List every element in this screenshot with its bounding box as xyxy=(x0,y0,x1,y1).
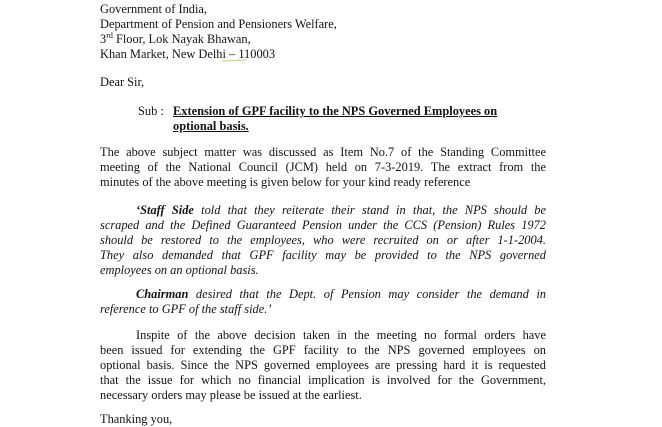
staff-side-line-2: scraped and the Defined Guaranteed Pension under the CCS (Pension) Rules 1972 xyxy=(100,218,546,232)
chairman-line-2: reference to GPF of the staff side.’ xyxy=(100,302,272,316)
chairman-name: Chairman xyxy=(136,287,189,301)
closing-partial: Thanking you, xyxy=(100,412,173,426)
para2-line-5: necessary orders may please be issued at the earliest. xyxy=(100,388,362,402)
para1-line-2: meeting of the National Council (JCM) held on 7-3-2019. The extract from the xyxy=(100,160,546,174)
chairman-line-1: Chairman desired that the Dept. of Pension may consider the demand in xyxy=(136,287,546,301)
address-line-4: Khan Market, New Delhi – 110003 xyxy=(100,47,276,61)
staff-side-name: ‘Staff Side xyxy=(136,203,194,217)
salutation: Dear Sir, xyxy=(100,75,145,89)
subject-line-1: Extension of GPF facility to the NPS Governed Employees on xyxy=(173,104,498,118)
address-line-3: 3rd Floor, Lok Nayak Bhawan, xyxy=(100,30,251,46)
staff-side-line-1: ‘Staff Side told that they reiterate their stand in that, the NPS should be xyxy=(136,203,546,217)
para2-line-3: optional basis. Since the NPS governed employees are pressing hard it is requested xyxy=(100,358,546,372)
para1-line-3: minutes of the above meeting is given below for your kind ready reference xyxy=(100,175,471,189)
para1-line-1: The above subject matter was discussed as Item No.7 of the Standing Committee xyxy=(100,145,546,159)
address-line-1: Government of India, xyxy=(100,2,208,16)
para2-line-4: that the issue for which no financial implication is involved for the Government, xyxy=(100,373,546,387)
staff-side-line-3: should be restored to the employees, who were recruited on or after 1-1-2004. xyxy=(100,233,546,247)
subject-line-2: optional basis. xyxy=(173,119,249,133)
staff-side-line-4: They also demanded that GPF facility may be provided to the NPS governed xyxy=(100,248,546,262)
staff-side-line-5: employees on an optional basis. xyxy=(100,263,259,277)
subject-label: Sub : xyxy=(138,104,164,118)
para2-line-1: Inspite of the above decision taken in the meeting no formal orders have xyxy=(136,328,546,342)
address-line-2: Department of Pension and Pensioners Welfare, xyxy=(100,17,337,31)
para2-line-2: been issued for extending the GPF facility to the NPS governed employees on xyxy=(100,343,546,357)
